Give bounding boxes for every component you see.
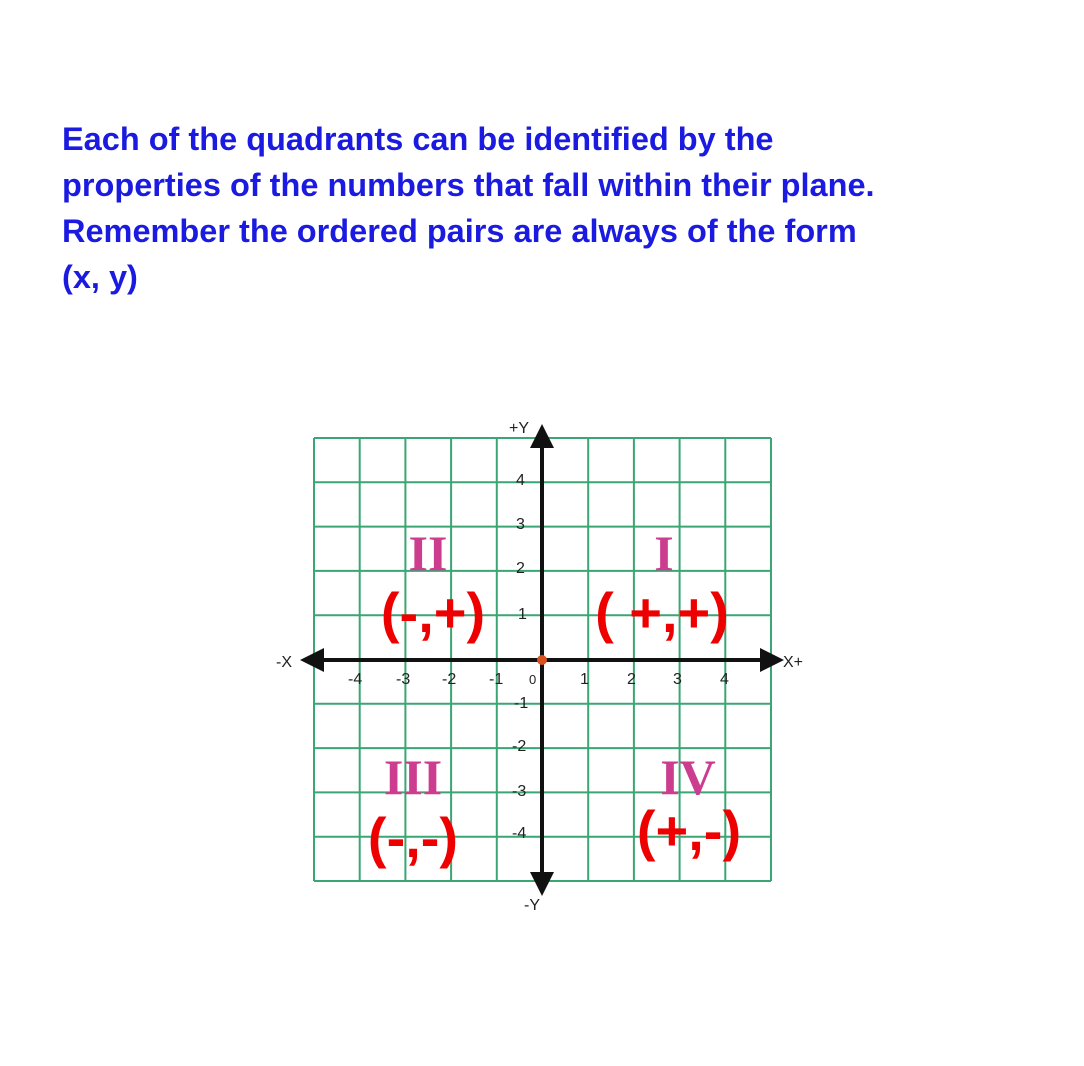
x-tick-label: 1	[580, 671, 589, 688]
y-tick-label: 2	[516, 560, 525, 577]
y-tick-label: -1	[514, 695, 529, 712]
quadrant-3-signs: (-,-)	[367, 806, 459, 869]
origin-point	[537, 655, 547, 665]
origin-label: 0	[529, 672, 537, 687]
quadrant-4-numeral: IV	[660, 749, 716, 805]
quadrant-3-numeral: III	[383, 749, 443, 805]
intro-line-1: Each of the quadrants can be identified by the	[62, 121, 774, 157]
y-tick-label: 4	[516, 472, 525, 489]
y-tick-label: -4	[512, 825, 527, 842]
x-tick-label: -3	[396, 671, 411, 688]
x-negative-label: -X	[276, 654, 292, 671]
y-tick-label: -3	[512, 783, 527, 800]
y-tick-label: 1	[518, 606, 527, 623]
x-positive-label: X+	[783, 654, 804, 671]
x-tick-label: -4	[348, 671, 363, 688]
y-tick-label: -2	[512, 738, 527, 755]
quadrant-4-signs: (+,-)	[636, 799, 742, 862]
x-axis-left-arrow	[300, 648, 324, 672]
quadrant-1-signs: ( +,+)	[595, 581, 729, 644]
x-tick-label: 4	[720, 671, 729, 688]
quadrant-1-numeral: I	[654, 525, 674, 581]
y-axis-top-arrow	[530, 424, 554, 448]
x-tick-label: -2	[442, 671, 457, 688]
quadrant-2-signs: (-,+)	[380, 581, 486, 644]
y-positive-label: +Y	[509, 420, 530, 437]
intro-line-3: Remember the ordered pairs are always of the form	[62, 213, 857, 249]
y-axis-bottom-arrow	[530, 872, 554, 896]
x-tick-label: 3	[673, 671, 682, 688]
x-tick-label: -1	[489, 671, 504, 688]
quadrant-2-numeral: II	[408, 525, 448, 581]
y-tick-label: 3	[516, 516, 525, 533]
y-negative-label: -Y	[524, 897, 540, 914]
x-tick-label: 2	[627, 671, 636, 688]
intro-line-2: properties of the numbers that fall within their plane.	[62, 167, 875, 203]
intro-line-4: (x, y)	[62, 259, 138, 295]
